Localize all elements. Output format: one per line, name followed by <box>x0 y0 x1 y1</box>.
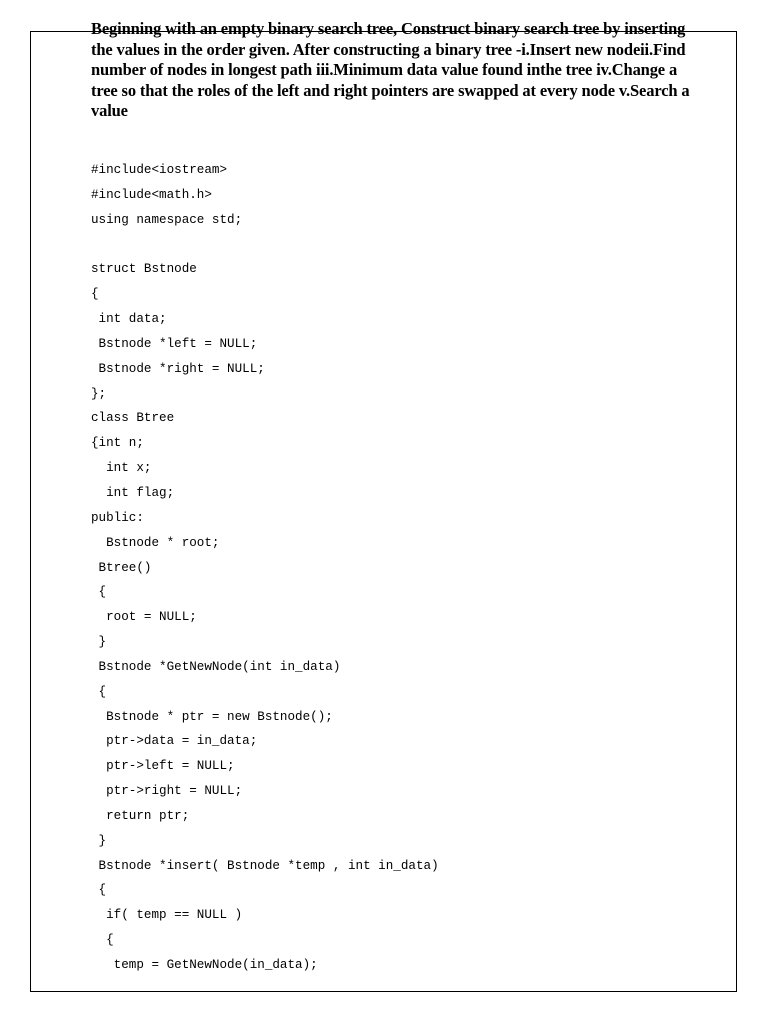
code-line: Bstnode *left = NULL; <box>91 336 258 351</box>
code-line: { <box>91 933 114 948</box>
code-line: #include<math.h> <box>91 187 212 202</box>
code-line: Bstnode *right = NULL; <box>91 361 265 376</box>
code-block <box>91 158 439 978</box>
code-line: Bstnode * ptr = new Bstnode(); <box>91 709 333 724</box>
code-line: if( temp == NULL ) <box>91 908 243 923</box>
code-line: root = NULL; <box>91 610 197 625</box>
code-line: } <box>91 635 107 650</box>
code-line: Bstnode * root; <box>91 535 220 550</box>
code-line: class Btree <box>91 411 175 426</box>
code-line: }; <box>91 386 107 401</box>
code-line: ptr->right = NULL; <box>91 784 243 799</box>
code-line: using namespace std; <box>91 212 243 227</box>
code-line: ptr->left = NULL; <box>91 759 235 774</box>
code-line: public: <box>91 510 144 525</box>
code-line: ptr->data = in_data; <box>91 734 258 749</box>
code-line: return ptr; <box>91 808 190 823</box>
code-line: { <box>91 287 99 302</box>
code-line: struct Bstnode <box>91 262 197 277</box>
code-line: } <box>91 833 107 848</box>
code-line: #include<iostream> <box>91 163 228 177</box>
document-title: Beginning with an empty binary search tree, Construct binary search tree by inserting the values in the order given. After constructing a binary tree -i.Insert new nodeii.Find number of nodes in longest path iii.Minimum data value found inthe tree iv.Change a tree so that the roles of the left and right pointers are swapped at every node v.Search a value <box>91 19 690 120</box>
code-line: Bstnode *GetNewNode(int in_data) <box>91 659 341 674</box>
code-line: { <box>91 585 107 600</box>
code-line: int x; <box>91 461 152 476</box>
code-line: {int n; <box>91 436 144 451</box>
code-line: { <box>91 883 107 898</box>
code-line <box>91 233 439 258</box>
code-line: int flag; <box>91 485 175 500</box>
code-line: Bstnode *insert( Bstnode *temp , int in_data) <box>91 858 439 873</box>
code-line: int data; <box>91 312 167 327</box>
code-line: Btree() <box>91 560 152 575</box>
code-line: { <box>91 684 107 699</box>
code-line: temp = GetNewNode(in_data); <box>91 958 318 972</box>
